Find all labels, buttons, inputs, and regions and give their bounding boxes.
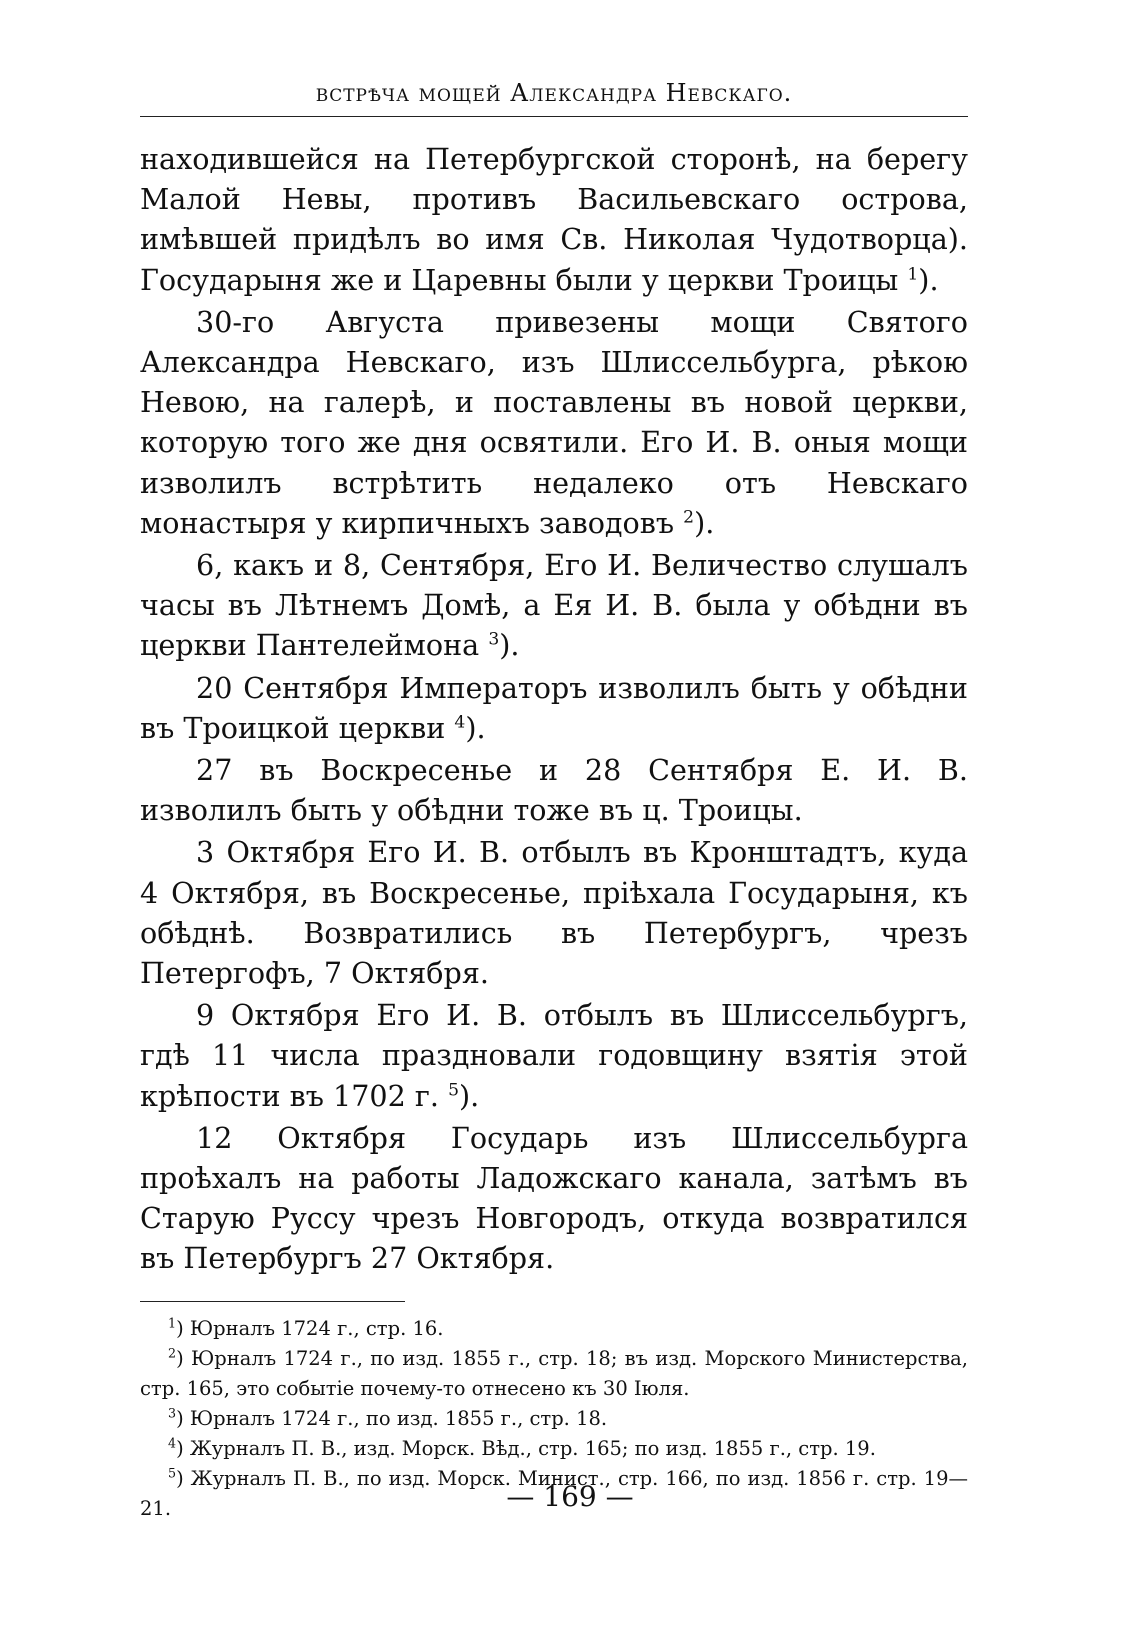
paragraph: 6, какъ и 8, Сентября, Его И. Величество слушалъ часы въ Лѣтнемъ Домѣ, а Ея И. В. была у обѣдни въ церкви Пантелеймона $^3$). bbox=[140, 548, 968, 663]
paragraph bbox=[140, 832, 968, 993]
paragraph-text: 9 Октября Его И. В. отбылъ въ Шлиссельбургъ, гдѣ 11 числа праздновали годовщину взятія этой крѣпости въ 1702 г. bbox=[140, 998, 968, 1113]
footnote-ref: 1 bbox=[907, 264, 919, 285]
footnote-mark: 1 bbox=[168, 1315, 177, 1331]
paragraph-text: находившейся на Петербургской сторонѣ, на берегу Малой Невы, противъ Васильевскаго острова, имѣвшей придѣлъ во имя Св. Николая Чудотворца). Государыня же и Царевны были у церкви Троицы bbox=[140, 142, 968, 297]
body-text bbox=[140, 139, 968, 1279]
paragraph: 9 Октября Его И. В. отбылъ въ Шлиссельбургъ, гдѣ 11 числа праздновали годовщину взятія этой крѣпости въ 1702 г. $^5$). bbox=[140, 998, 968, 1113]
footnote-text: Журналъ П. В., изд. Морск. Вѣд., стр. 165; по изд. 1855 г., стр. 19. bbox=[189, 1436, 876, 1460]
footnote-text: Юрналъ 1724 г., по изд. 1855 г., стр. 18. bbox=[189, 1406, 608, 1430]
footnote-text: Юрналъ 1724 г., стр. 16. bbox=[189, 1316, 444, 1340]
footnote-ref: 4 bbox=[454, 712, 466, 733]
paragraph: 30-го Августа привезены мощи Святого Александра Невскаго, изъ Шлиссельбурга, рѣкою Невою, на галерѣ, и поставлены въ новой церкви, которую того же дня освятили. Его И. В. оныя мощи изволилъ встрѣтить недалеко отъ Невскаго монастыря у кирпичныхъ заводовъ $^2$). bbox=[140, 304, 968, 540]
footnote-mark: 5 bbox=[168, 1465, 177, 1481]
paragraph: находившейся на Петербургской сторонѣ, на берегу Малой Невы, противъ Васильевскаго острова, имѣвшей придѣлъ во имя Св. Николая Чудотворца). Государыня же и Царевны были у церкви Троицы $^1$). bbox=[140, 142, 968, 297]
paragraph-tail: . bbox=[510, 628, 520, 663]
paragraph bbox=[140, 750, 968, 830]
paragraph-tail: . bbox=[470, 1078, 480, 1113]
paragraph-text: 27 въ Воскресенье и 28 Сентября Е. И. В. изволилъ быть у обѣдни тоже въ ц. Троицы. bbox=[140, 753, 968, 828]
paragraph-text: 20 Сентября Императоръ изволилъ быть у обѣдни въ Троицкой церкви bbox=[140, 670, 968, 745]
paragraph: 20 Сентября Императоръ изволилъ быть у обѣдни въ Троицкой церкви $^4$). bbox=[140, 670, 968, 745]
footnote-marker: $^5$) bbox=[168, 1465, 184, 1490]
footnote-text: Юрналъ 1724 г., по изд. 1855 г., стр. 18; въ изд. Морского Министерства, стр. 165, это событіе почему-то отнесено къ 30 Іюля. bbox=[140, 1346, 969, 1400]
paragraph-tail: . bbox=[929, 262, 939, 297]
paragraph-text: 30-го Августа привезены мощи Святого Александра Невскаго, изъ Шлиссельбурга, рѣкою Невою, на галерѣ, и поставлены въ новой церкви, которую того же дня освятили. Его И. В. оныя мощи изволилъ встрѣтить недалеко отъ Невскаго монастыря у кирпичныхъ заводовъ bbox=[140, 304, 968, 540]
footnote bbox=[140, 1434, 968, 1464]
running-head: встрѣча мощей Александра Невскаго. bbox=[315, 79, 793, 107]
footnote-marker: $^2$) bbox=[168, 1345, 184, 1370]
footnote-ref: 3 bbox=[488, 629, 500, 650]
paragraph bbox=[140, 1118, 968, 1279]
page-number: — 169 — bbox=[506, 1480, 634, 1513]
footnote-marker: $^3$) bbox=[168, 1405, 184, 1430]
paragraph-tail: . bbox=[476, 710, 486, 745]
footnote-marker: $^1$) bbox=[168, 1315, 184, 1340]
footnote-mark: 4 bbox=[168, 1435, 177, 1451]
footnote bbox=[140, 1344, 968, 1404]
footnote-ref: 5 bbox=[448, 1080, 459, 1101]
footnote-marker: $^4$) bbox=[168, 1435, 184, 1460]
paragraph-text: 3 Октября Его И. В. отбылъ въ Кронштадтъ, куда 4 Октября, въ Воскресенье, пріѣхала Государыня, къ обѣднѣ. Возвратились въ Петербургъ, чрезъ Петергофъ, 7 Октября. bbox=[140, 835, 968, 991]
footnote bbox=[140, 1314, 968, 1344]
footnote-mark: 2 bbox=[168, 1345, 177, 1361]
paragraph-tail: . bbox=[705, 505, 715, 540]
footnote-rule bbox=[140, 1301, 405, 1302]
header-rule bbox=[140, 116, 968, 117]
page bbox=[140, 78, 968, 1524]
footnote bbox=[140, 1404, 968, 1434]
footnote-mark: 3 bbox=[168, 1405, 177, 1421]
paragraph-text: 6, какъ и 8, Сентября, Его И. Величество слушалъ часы въ Лѣтнемъ Домѣ, а Ея И. В. была у обѣдни въ церкви Пантелеймона bbox=[140, 548, 968, 663]
footnote-ref: 2 bbox=[683, 507, 695, 528]
paragraph-text: 12 Октября Государь изъ Шлиссельбурга проѣхалъ на работы Ладожскаго канала, затѣмъ въ Старую Руссу чрезъ Новгородъ, откуда возвратился въ Петербургъ 27 Октября. bbox=[140, 1120, 968, 1276]
footnote-text: Журналъ П. В., по изд. Морск. Минист., стр. 166, по изд. 1856 г. стр. 19—21. bbox=[140, 1466, 968, 1520]
